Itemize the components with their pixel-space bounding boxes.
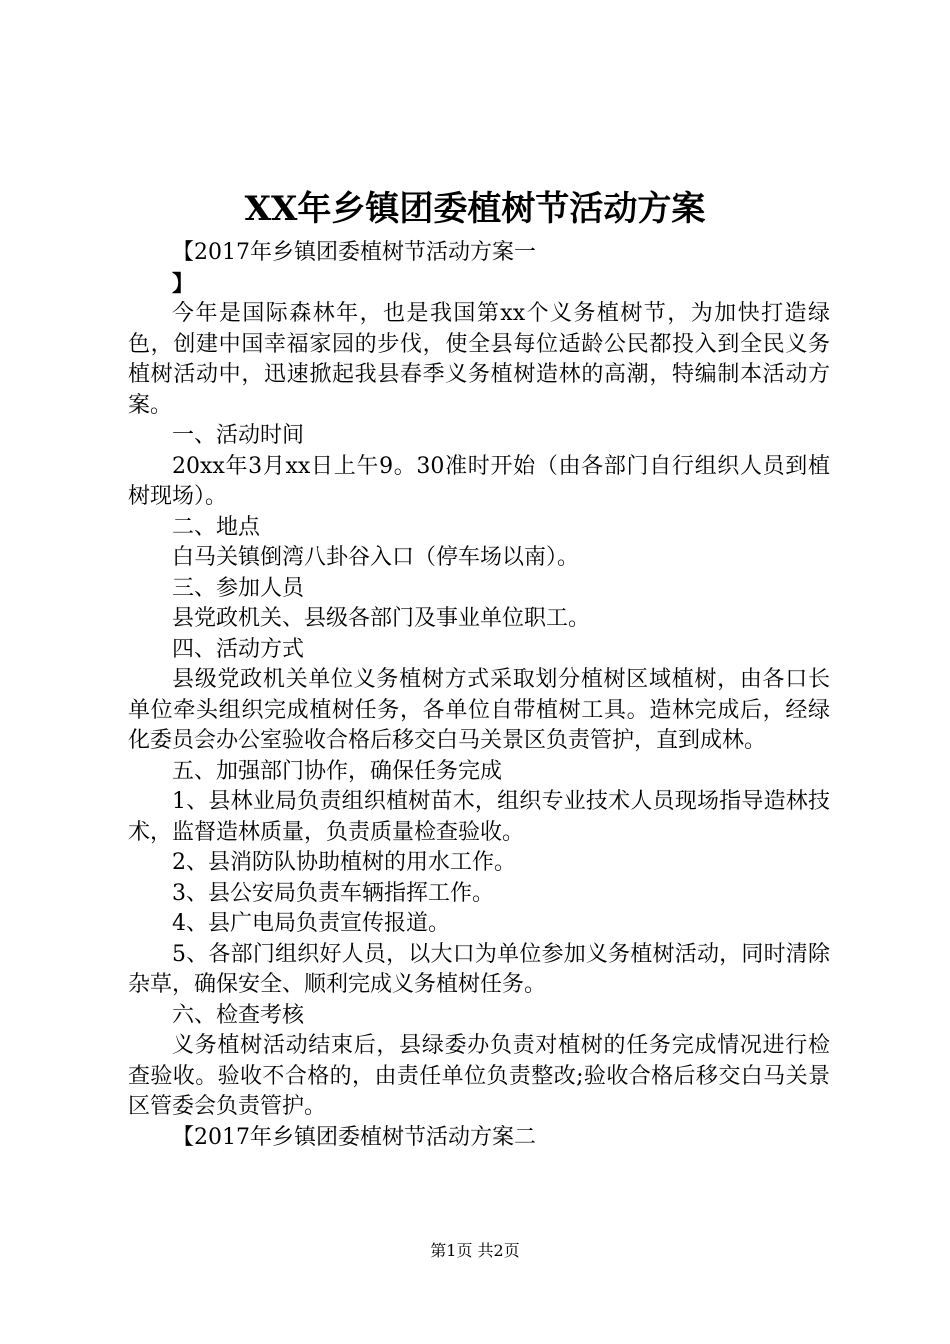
list-item-2: 2、县消防队协助植树的用水工作。	[172, 850, 516, 875]
paragraph-inspection: 义务植树活动结束后，县绿委办负责对植树的任务完成情况进行检查验收。验收不合格的，由责任单位负责整改;验收合格后移交白马关景区管委会负责管护。	[128, 1033, 830, 1119]
paragraph-participants: 县党政机关、县级各部门及事业单位职工。	[172, 606, 591, 631]
paragraph-activity-time: 20xx年3月xx日上午9。30准时开始（由各部门自行组织人员到植树现场）。	[128, 453, 830, 509]
section-heading-plan-two: 【2017年乡镇团委植树节活动方案二	[172, 1124, 536, 1150]
paragraph-activity-method: 县级党政机关单位义务植树方式采取划分植树区域植树，由各口长单位牵头组织完成植树任务，各单位自带植树工具。造林完成后，经绿化委员会办公室验收合格后移交白马关景区负责管护，直到成林。	[128, 667, 830, 753]
heading-cooperation: 五、加强部门协作，确保任务完成	[172, 758, 503, 784]
paragraph-location: 白马关镇倒湾八卦谷入口（停车场以南）。	[172, 545, 580, 570]
section-heading-bracket: 】	[172, 270, 195, 297]
list-item-4: 4、县广电局负责宣传报道。	[172, 911, 450, 936]
section-heading-plan-one: 【2017年乡镇团委植树节活动方案一	[172, 240, 536, 265]
intro-paragraph: 今年是国际森林年，也是我国第xx个义务植树节，为加快打造绿色，创建中国幸福家园的步伐，使全县每位适龄公民都投入到全民义务植树活动中，迅速掀起我县春季义务植树造林的高潮，特编制本活动方案。	[128, 301, 830, 418]
heading-inspection: 六、检查考核	[172, 1002, 305, 1028]
document-title: XX年乡镇团委植树节活动方案	[244, 189, 706, 229]
heading-activity-time: 一、活动时间	[172, 423, 305, 448]
document-body	[128, 238, 830, 1153]
heading-location: 二、地点	[172, 514, 261, 540]
heading-participants: 三、参加人员	[172, 575, 305, 601]
heading-activity-method: 四、活动方式	[172, 636, 305, 662]
list-item-1: 1、县林业局负责组织植树苗木，组织专业技术人员现场指导造林技术，监督造林质量，负责质量检查验收。	[128, 789, 830, 845]
list-item-3: 3、县公安局负责车辆指挥工作。	[172, 880, 494, 906]
page-footer: 第1页 共2页	[430, 1241, 520, 1260]
list-item-5: 5、各部门组织好人员，以大口为单位参加义务植树活动，同时清除杂草，确保安全、顺利完成义务植树任务。	[128, 941, 830, 997]
